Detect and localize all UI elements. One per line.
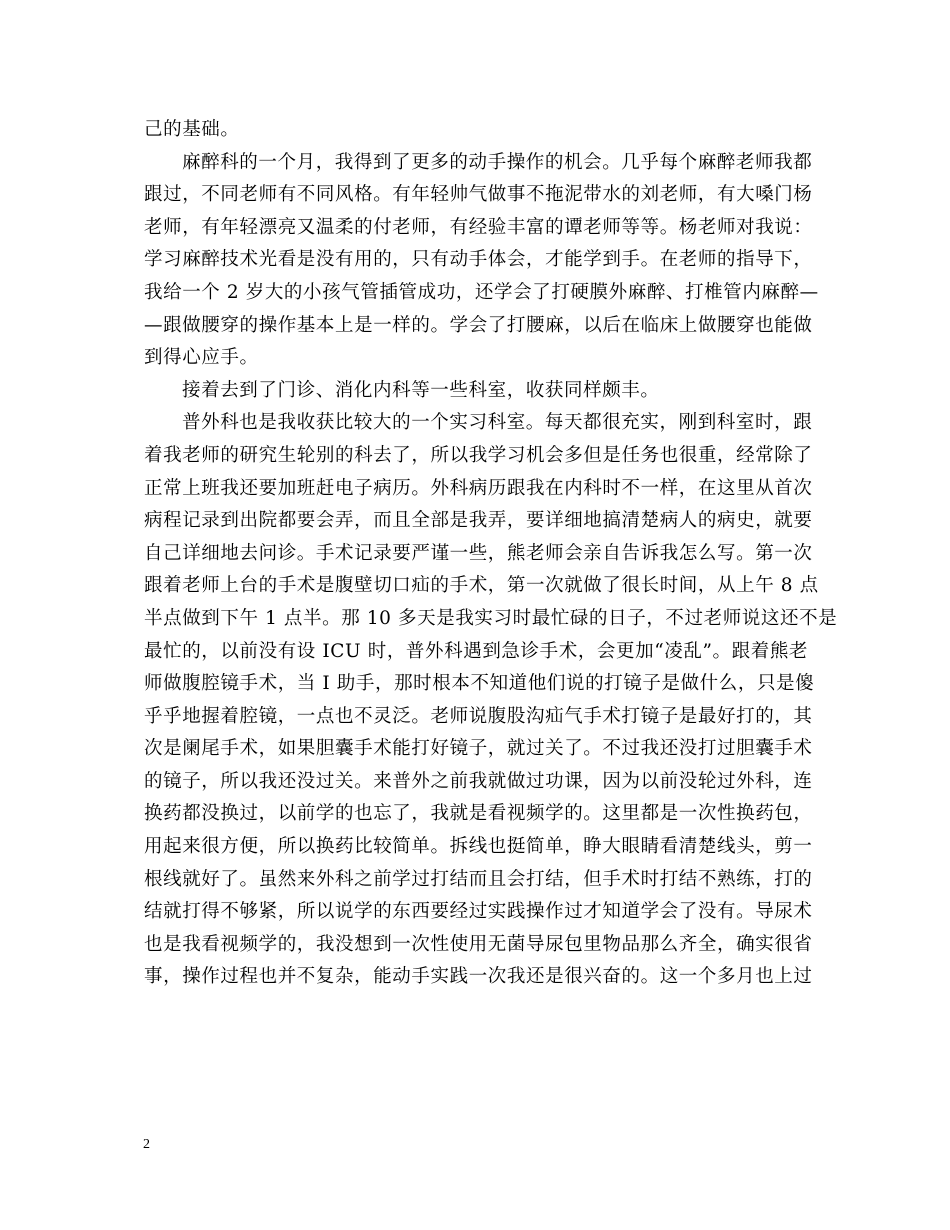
text-line: 结就打得不够紧，所以说学的东西要经过实践操作过才知道学会了没有。导尿术 xyxy=(144,901,813,923)
text-line: 麻醉科的一个月，我得到了更多的动手操作的机会。几乎每个麻醉老师我都 xyxy=(182,151,813,173)
page-number: 2 xyxy=(143,1137,150,1152)
document-body xyxy=(144,114,838,994)
text-line: 根线就好了。虽然来外科之前学过打结而且会打结，但手术时打结不熟练，打的 xyxy=(144,868,813,890)
text-line: 正常上班我还要加班赶电子病历。外科病历跟我在内科时不一样，在这里从首次 xyxy=(144,477,813,499)
text-line: —跟做腰穿的操作基本上是一样的。学会了打腰麻，以后在临床上做腰穿也能做 xyxy=(144,314,813,336)
text-line: 最忙的，以前没有设 ICU 时，普外科遇到急诊手术，会更加“凌乱”。跟着熊老 xyxy=(144,640,809,662)
text-line: 跟过，不同老师有不同风格。有年轻帅气做事不拖泥带水的刘老师，有大嗓门杨 xyxy=(144,184,813,206)
text-line: 自己详细地去问诊。手术记录要严谨一些，熊老师会亲自告诉我怎么写。第一次 xyxy=(144,542,813,564)
text-line: 用起来很方便，所以换药比较简单。拆线也挺简单，睁大眼睛看清楚线头，剪一 xyxy=(144,836,813,858)
text-line: 己的基础。 xyxy=(144,119,240,140)
text-line: 也是我看视频学的，我没想到一次性使用无菌导尿包里物品那么齐全，确实很省 xyxy=(144,933,813,955)
text-line: 我给一个 2 岁大的小孩气管插管成功，还学会了打硬膜外麻醉、打椎管内麻醉— xyxy=(144,281,819,303)
text-line: 跟着老师上台的手术是腹壁切口疝的手术，第一次就做了很长时间，从上午 8 点 xyxy=(144,575,819,597)
text-line: 乎乎地握着腔镜，一点也不灵泛。老师说腹股沟疝气手术打镜子是最好打的，其 xyxy=(144,705,813,727)
text-line: 师做腹腔镜手术，当 I 助手，那时根本不知道他们说的打镜子是做什么，只是傻 xyxy=(144,673,815,695)
text-line: 老师，有年轻漂亮又温柔的付老师，有经验丰富的谭老师等等。杨老师对我说： xyxy=(144,216,813,238)
text-line: 接着去到了门诊、消化内科等一些科室，收获同样颇丰。 xyxy=(182,379,660,401)
text-line: 病程记录到出院都要会弄，而且全部是我弄，要详细地搞清楚病人的病史，就要 xyxy=(144,510,813,532)
text-line: 着我老师的研究生轮别的科去了，所以我学习机会多但是任务也很重，经常除了 xyxy=(144,444,813,466)
text-line: 半点做到下午 1 点半。那 10 多天是我实习时最忙碌的日子，不过老师说这还不是 xyxy=(144,607,838,629)
text-line: 学习麻醉技术光看是没有用的，只有动手体会，才能学到手。在老师的指导下， xyxy=(144,249,813,271)
text-line: 的镜子，所以我还没过关。来普外之前我就做过功课，因为以前没轮过外科，连 xyxy=(144,770,813,792)
text-line: 事，操作过程也并不复杂，能动手实践一次我还是很兴奋的。这一个多月也上过 xyxy=(144,966,813,988)
text-line: 换药都没换过，以前学的也忘了，我就是看视频学的。这里都是一次性换药包， xyxy=(144,803,813,825)
text-line: 次是阑尾手术，如果胆囊手术能打好镜子，就过关了。不过我还没打过胆囊手术 xyxy=(144,738,813,760)
text-line: 到得心应手。 xyxy=(144,347,259,369)
text-line: 普外科也是我收获比较大的一个实习科室。每天都很充实，刚到科室时，跟 xyxy=(182,412,813,434)
